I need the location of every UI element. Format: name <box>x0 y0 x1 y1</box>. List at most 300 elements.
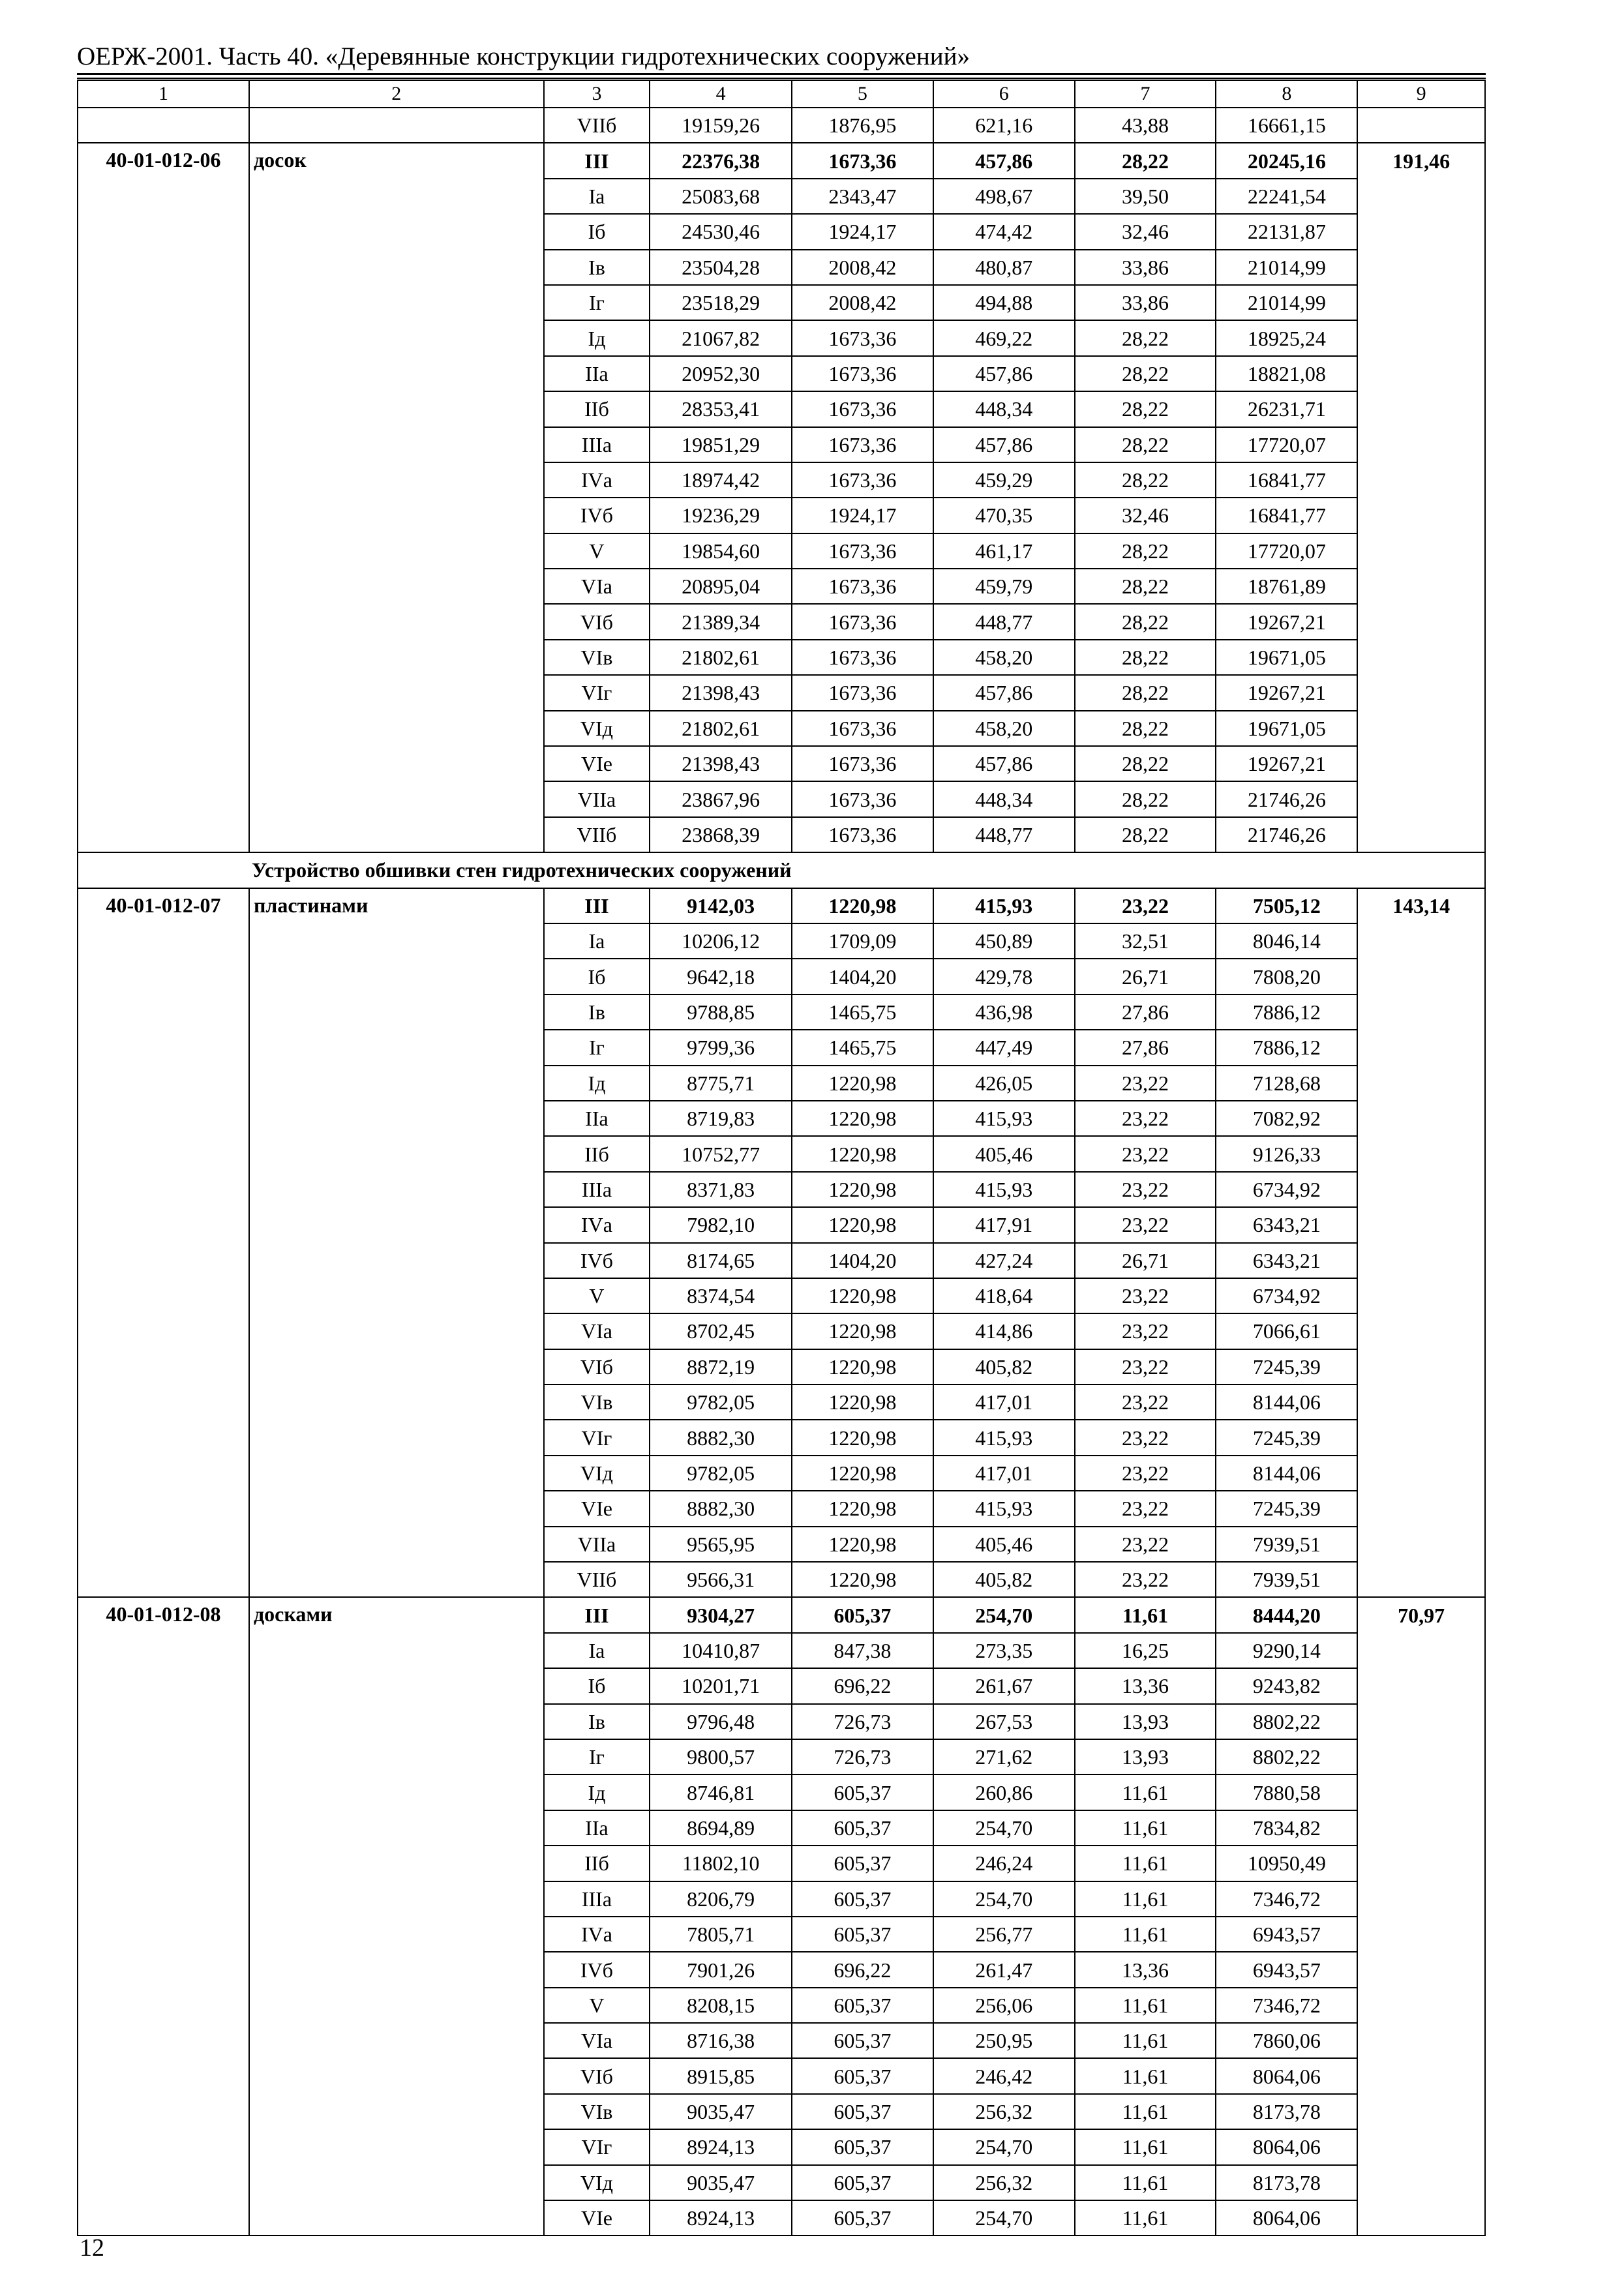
column-number: 9 <box>1357 80 1485 108</box>
value-cell: 8802,22 <box>1216 1704 1357 1739</box>
value-cell: 21014,99 <box>1216 250 1357 285</box>
value-cell: 7860,06 <box>1216 2023 1357 2058</box>
labor-cell <box>1357 356 1485 391</box>
code-cell <box>78 2165 249 2200</box>
value-cell: 7886,12 <box>1216 1030 1357 1065</box>
name-cell <box>249 2094 544 2129</box>
value-cell: 11,61 <box>1075 1774 1216 1810</box>
value-cell: 450,89 <box>933 923 1075 959</box>
value-cell: 8206,79 <box>650 1881 792 1917</box>
zone-cell: VIа <box>544 569 650 604</box>
value-cell: 20245,16 <box>1216 143 1357 178</box>
name-cell <box>249 675 544 710</box>
value-cell: 8882,30 <box>650 1420 792 1455</box>
labor-cell <box>1357 427 1485 462</box>
value-cell: 605,37 <box>792 1597 933 1632</box>
value-cell: 28,22 <box>1075 533 1216 569</box>
table-row <box>78 711 1485 746</box>
zone-cell: IIIа <box>544 427 650 462</box>
value-cell: 246,42 <box>933 2058 1075 2093</box>
value-cell: 8064,06 <box>1216 2129 1357 2164</box>
value-cell: 7886,12 <box>1216 995 1357 1030</box>
value-cell: 13,93 <box>1075 1739 1216 1774</box>
labor-cell <box>1357 569 1485 604</box>
table-row <box>78 1952 1485 1987</box>
value-cell: 621,16 <box>933 108 1075 143</box>
value-cell: 11,61 <box>1075 1597 1216 1632</box>
value-cell: 1220,98 <box>792 1456 933 1491</box>
code-cell <box>78 1739 249 1774</box>
value-cell: 9642,18 <box>650 959 792 994</box>
value-cell: 28,22 <box>1075 462 1216 498</box>
column-number: 4 <box>650 80 792 108</box>
value-cell: 9035,47 <box>650 2165 792 2200</box>
value-cell: 260,86 <box>933 1774 1075 1810</box>
value-cell: 9304,27 <box>650 1597 792 1632</box>
value-cell: 457,86 <box>933 427 1075 462</box>
zone-cell: Iд <box>544 1774 650 1810</box>
table-row <box>78 1456 1485 1491</box>
name-cell <box>249 604 544 639</box>
value-cell: 20895,04 <box>650 569 792 604</box>
value-cell: 21067,82 <box>650 320 792 355</box>
value-cell: 11,61 <box>1075 2058 1216 2093</box>
value-cell: 458,20 <box>933 640 1075 675</box>
zone-cell: VIе <box>544 1491 650 1526</box>
value-cell: 8915,85 <box>650 2058 792 2093</box>
value-cell: 494,88 <box>933 285 1075 320</box>
value-cell: 417,01 <box>933 1384 1075 1420</box>
code-cell <box>78 746 249 781</box>
value-cell: 8144,06 <box>1216 1456 1357 1491</box>
value-cell: 7880,58 <box>1216 1774 1357 1810</box>
value-cell: 8882,30 <box>650 1491 792 1526</box>
code-cell <box>78 1207 249 1242</box>
code-cell <box>78 1384 249 1420</box>
value-cell: 13,36 <box>1075 1668 1216 1703</box>
code-cell <box>78 1030 249 1065</box>
value-cell: 1220,98 <box>792 1136 933 1171</box>
value-cell: 6343,21 <box>1216 1207 1357 1242</box>
zone-cell: VIв <box>544 640 650 675</box>
code-cell <box>78 108 249 143</box>
zone-cell: IIа <box>544 1101 650 1136</box>
zone-cell: IIIа <box>544 1172 650 1207</box>
value-cell: 7346,72 <box>1216 1881 1357 1917</box>
code-cell <box>78 356 249 391</box>
name-cell <box>249 1207 544 1242</box>
value-cell: 847,38 <box>792 1633 933 1668</box>
code-cell <box>78 711 249 746</box>
value-cell: 28,22 <box>1075 143 1216 178</box>
value-cell: 23,22 <box>1075 1456 1216 1491</box>
zone-cell: Iв <box>544 1704 650 1739</box>
labor-cell <box>1357 1881 1485 1917</box>
value-cell: 448,34 <box>933 391 1075 426</box>
value-cell: 1673,36 <box>792 320 933 355</box>
labor-cell <box>1357 1313 1485 1349</box>
zone-cell: Iв <box>544 995 650 1030</box>
header-rule <box>77 73 1486 75</box>
value-cell: 22241,54 <box>1216 179 1357 214</box>
table-row <box>78 1136 1485 1171</box>
page-number: 12 <box>80 2234 104 2262</box>
code-cell <box>78 1243 249 1278</box>
value-cell: 429,78 <box>933 959 1075 994</box>
name-cell <box>249 1101 544 1136</box>
zone-cell: Iа <box>544 923 650 959</box>
code-cell <box>78 1952 249 1987</box>
value-cell: 7346,72 <box>1216 1988 1357 2023</box>
value-cell: 474,42 <box>933 214 1075 249</box>
labor-cell <box>1357 1562 1485 1597</box>
code-cell <box>78 1846 249 1881</box>
value-cell: 461,17 <box>933 533 1075 569</box>
value-cell: 21389,34 <box>650 604 792 639</box>
table-row <box>78 427 1485 462</box>
value-cell: 458,20 <box>933 711 1075 746</box>
value-cell: 1673,36 <box>792 640 933 675</box>
labor-cell <box>1357 533 1485 569</box>
value-cell: 8208,15 <box>650 1988 792 2023</box>
value-cell: 21014,99 <box>1216 285 1357 320</box>
value-cell: 13,36 <box>1075 1952 1216 1987</box>
code-cell <box>78 959 249 994</box>
table-row <box>78 1278 1485 1313</box>
zone-cell: Iб <box>544 959 650 994</box>
value-cell: 23,22 <box>1075 1066 1216 1101</box>
code-cell <box>78 1172 249 1207</box>
labor-cell <box>1357 1384 1485 1420</box>
value-cell: 470,35 <box>933 498 1075 533</box>
zone-cell: VIе <box>544 746 650 781</box>
name-cell <box>249 569 544 604</box>
value-cell: 23,22 <box>1075 1313 1216 1349</box>
value-cell: 1220,98 <box>792 1207 933 1242</box>
column-number: 7 <box>1075 80 1216 108</box>
rate-code: 40-01-012-08 <box>78 1597 249 1632</box>
table-row <box>78 1668 1485 1703</box>
code-cell <box>78 2023 249 2058</box>
labor-cell <box>1357 959 1485 994</box>
zone-cell: VIб <box>544 2058 650 2093</box>
value-cell: 1220,98 <box>792 1101 933 1136</box>
labor-cell <box>1357 1988 1485 2023</box>
value-cell: 415,93 <box>933 888 1075 923</box>
value-cell: 28,22 <box>1075 781 1216 816</box>
value-cell: 8802,22 <box>1216 1739 1357 1774</box>
code-cell <box>78 1704 249 1739</box>
labor-cell <box>1357 1739 1485 1774</box>
labor-cell <box>1357 179 1485 214</box>
table-row <box>78 108 1485 143</box>
page-header: ОЕРЖ-2001. Часть 40. «Деревянные конструкции гидротехнических сооружений» <box>77 42 970 70</box>
value-cell: 726,73 <box>792 1704 933 1739</box>
labor-cell <box>1357 1704 1485 1739</box>
value-cell: 459,29 <box>933 462 1075 498</box>
code-cell <box>78 1633 249 1668</box>
zone-cell: IIа <box>544 1810 650 1846</box>
table-row <box>78 1846 1485 1881</box>
value-cell: 1673,36 <box>792 604 933 639</box>
name-cell <box>249 2165 544 2200</box>
table-row <box>78 1384 1485 1420</box>
labor-cell <box>1357 1633 1485 1668</box>
table-row <box>78 214 1485 249</box>
labor-cell <box>1357 2165 1485 2200</box>
zone-cell: VIг <box>544 675 650 710</box>
table-body <box>78 80 1485 2236</box>
value-cell: 1673,36 <box>792 569 933 604</box>
code-cell <box>78 2058 249 2093</box>
name-cell <box>249 427 544 462</box>
labor-cell <box>1357 1030 1485 1065</box>
value-cell: 8716,38 <box>650 2023 792 2058</box>
zone-cell: VIв <box>544 1384 650 1420</box>
column-number: 5 <box>792 80 933 108</box>
labor-value: 191,46 <box>1357 143 1485 178</box>
labor-cell <box>1357 1810 1485 1846</box>
value-cell: 6343,21 <box>1216 1243 1357 1278</box>
table-row <box>78 959 1485 994</box>
value-cell: 43,88 <box>1075 108 1216 143</box>
labor-cell <box>1357 1278 1485 1313</box>
name-cell <box>249 1349 544 1384</box>
value-cell: 254,70 <box>933 1810 1075 1846</box>
value-cell: 417,91 <box>933 1207 1075 1242</box>
zone-cell: Iб <box>544 1668 650 1703</box>
value-cell: 273,35 <box>933 1633 1075 1668</box>
zone-cell: V <box>544 1278 650 1313</box>
value-cell: 1673,36 <box>792 781 933 816</box>
name-cell <box>249 1562 544 1597</box>
zone-cell: Iв <box>544 250 650 285</box>
value-cell: 457,86 <box>933 675 1075 710</box>
value-cell: 11,61 <box>1075 2023 1216 2058</box>
table-row <box>78 1207 1485 1242</box>
value-cell: 605,37 <box>792 2094 933 2129</box>
value-cell: 7939,51 <box>1216 1527 1357 1562</box>
zone-cell: VIд <box>544 1456 650 1491</box>
labor-cell <box>1357 1774 1485 1810</box>
value-cell: 8924,13 <box>650 2200 792 2236</box>
value-cell: 11,61 <box>1075 2200 1216 2236</box>
value-cell: 19267,21 <box>1216 675 1357 710</box>
table-row <box>78 1349 1485 1384</box>
zone-cell: IIб <box>544 1846 650 1881</box>
value-cell: 605,37 <box>792 2129 933 2164</box>
code-cell <box>78 1668 249 1703</box>
labor-cell <box>1357 1952 1485 1987</box>
value-cell: 28,22 <box>1075 746 1216 781</box>
value-cell: 7805,71 <box>650 1917 792 1952</box>
value-cell: 271,62 <box>933 1739 1075 1774</box>
name-cell <box>249 781 544 816</box>
code-cell <box>78 1491 249 1526</box>
value-cell: 459,79 <box>933 569 1075 604</box>
value-cell: 405,82 <box>933 1349 1075 1384</box>
code-cell <box>78 1456 249 1491</box>
name-cell <box>249 214 544 249</box>
value-cell: 19851,29 <box>650 427 792 462</box>
zone-cell: Iг <box>544 1739 650 1774</box>
value-cell: 9782,05 <box>650 1456 792 1491</box>
code-cell <box>78 604 249 639</box>
code-cell <box>78 2129 249 2164</box>
value-cell: 250,95 <box>933 2023 1075 2058</box>
code-cell <box>78 995 249 1030</box>
value-cell: 9800,57 <box>650 1739 792 1774</box>
zone-cell: VIб <box>544 1349 650 1384</box>
value-cell: 8924,13 <box>650 2129 792 2164</box>
value-cell: 33,86 <box>1075 285 1216 320</box>
table-row <box>78 285 1485 320</box>
value-cell: 8064,06 <box>1216 2058 1357 2093</box>
value-cell: 16841,77 <box>1216 498 1357 533</box>
value-cell: 436,98 <box>933 995 1075 1030</box>
value-cell: 254,70 <box>933 2200 1075 2236</box>
value-cell: 426,05 <box>933 1066 1075 1101</box>
table-row <box>78 1704 1485 1739</box>
value-cell: 1673,36 <box>792 533 933 569</box>
value-cell: 7128,68 <box>1216 1066 1357 1101</box>
value-cell: 6734,92 <box>1216 1172 1357 1207</box>
value-cell: 32,51 <box>1075 923 1216 959</box>
name-cell <box>249 250 544 285</box>
value-cell: 7939,51 <box>1216 1562 1357 1597</box>
name-cell <box>249 1704 544 1739</box>
value-cell: 11,61 <box>1075 1810 1216 1846</box>
value-cell: 9243,82 <box>1216 1668 1357 1703</box>
table-row <box>78 1810 1485 1846</box>
value-cell: 17720,07 <box>1216 427 1357 462</box>
value-cell: 23,22 <box>1075 1527 1216 1562</box>
value-cell: 1673,36 <box>792 356 933 391</box>
code-cell <box>78 250 249 285</box>
labor-cell <box>1357 817 1485 852</box>
value-cell: 10950,49 <box>1216 1846 1357 1881</box>
table-row <box>78 1562 1485 1597</box>
value-cell: 7982,10 <box>650 1207 792 1242</box>
value-cell: 605,37 <box>792 2165 933 2200</box>
value-cell: 1673,36 <box>792 391 933 426</box>
column-number: 8 <box>1216 80 1357 108</box>
value-cell: 7901,26 <box>650 1952 792 1987</box>
name-cell <box>249 1668 544 1703</box>
value-cell: 18925,24 <box>1216 320 1357 355</box>
name-cell <box>249 1313 544 1349</box>
value-cell: 457,86 <box>933 143 1075 178</box>
labor-cell <box>1357 285 1485 320</box>
table-row <box>78 781 1485 816</box>
table-row <box>78 462 1485 498</box>
value-cell: 16841,77 <box>1216 462 1357 498</box>
value-cell: 254,70 <box>933 1881 1075 1917</box>
value-cell: 28,22 <box>1075 320 1216 355</box>
name-cell <box>249 108 544 143</box>
value-cell: 256,32 <box>933 2165 1075 2200</box>
column-number: 6 <box>933 80 1075 108</box>
value-cell: 21398,43 <box>650 746 792 781</box>
labor-cell <box>1357 214 1485 249</box>
labor-cell <box>1357 1668 1485 1703</box>
table-row <box>78 1739 1485 1774</box>
name-cell <box>249 1136 544 1171</box>
value-cell: 254,70 <box>933 2129 1075 2164</box>
name-cell <box>249 923 544 959</box>
value-cell: 23,22 <box>1075 1101 1216 1136</box>
value-cell: 256,06 <box>933 1988 1075 2023</box>
labor-cell <box>1357 250 1485 285</box>
name-cell <box>249 1881 544 1917</box>
rate-code: 40-01-012-06 <box>78 143 249 178</box>
table-row <box>78 143 1485 178</box>
value-cell: 1404,20 <box>792 959 933 994</box>
value-cell: 254,70 <box>933 1597 1075 1632</box>
value-cell: 415,93 <box>933 1420 1075 1455</box>
value-cell: 457,86 <box>933 356 1075 391</box>
value-cell: VIIб <box>544 108 650 143</box>
value-cell: 605,37 <box>792 2058 933 2093</box>
labor-cell <box>1357 675 1485 710</box>
table-row <box>78 1420 1485 1455</box>
zone-cell: IIа <box>544 356 650 391</box>
labor-cell <box>1357 1491 1485 1526</box>
zone-cell: IVб <box>544 1243 650 1278</box>
value-cell: 9290,14 <box>1216 1633 1357 1668</box>
code-cell <box>78 1420 249 1455</box>
value-cell: 8173,78 <box>1216 2094 1357 2129</box>
name-cell <box>249 498 544 533</box>
value-cell: 8719,83 <box>650 1101 792 1136</box>
value-cell: 19236,29 <box>650 498 792 533</box>
value-cell: 256,77 <box>933 1917 1075 1952</box>
value-cell: 11,61 <box>1075 1881 1216 1917</box>
labor-cell <box>1357 1066 1485 1101</box>
value-cell: 605,37 <box>792 2200 933 2236</box>
labor-cell <box>1357 1420 1485 1455</box>
value-cell: 405,82 <box>933 1562 1075 1597</box>
value-cell: 1673,36 <box>792 427 933 462</box>
code-cell <box>78 1527 249 1562</box>
rate-code: 40-01-012-07 <box>78 888 249 923</box>
column-number: 1 <box>78 80 249 108</box>
labor-cell <box>1357 995 1485 1030</box>
value-cell: 8444,20 <box>1216 1597 1357 1632</box>
zone-cell: IVа <box>544 462 650 498</box>
name-cell <box>249 1384 544 1420</box>
value-cell: 9799,36 <box>650 1030 792 1065</box>
zone-cell: IVб <box>544 498 650 533</box>
value-cell: 1220,98 <box>792 1278 933 1313</box>
value-cell: 10206,12 <box>650 923 792 959</box>
table-row <box>78 1527 1485 1562</box>
value-cell: 9565,95 <box>650 1527 792 1562</box>
name-cell <box>249 533 544 569</box>
value-cell: 480,87 <box>933 250 1075 285</box>
value-cell: 7505,12 <box>1216 888 1357 923</box>
value-cell: 23,22 <box>1075 1384 1216 1420</box>
zone-cell: VIд <box>544 2165 650 2200</box>
value-cell: 696,22 <box>792 1952 933 1987</box>
table-row <box>78 1030 1485 1065</box>
labor-cell <box>1357 781 1485 816</box>
value-cell: 21746,26 <box>1216 817 1357 852</box>
name-cell <box>249 2200 544 2236</box>
value-cell: 28,22 <box>1075 675 1216 710</box>
value-cell: 457,86 <box>933 746 1075 781</box>
value-cell: 1220,98 <box>792 1491 933 1526</box>
